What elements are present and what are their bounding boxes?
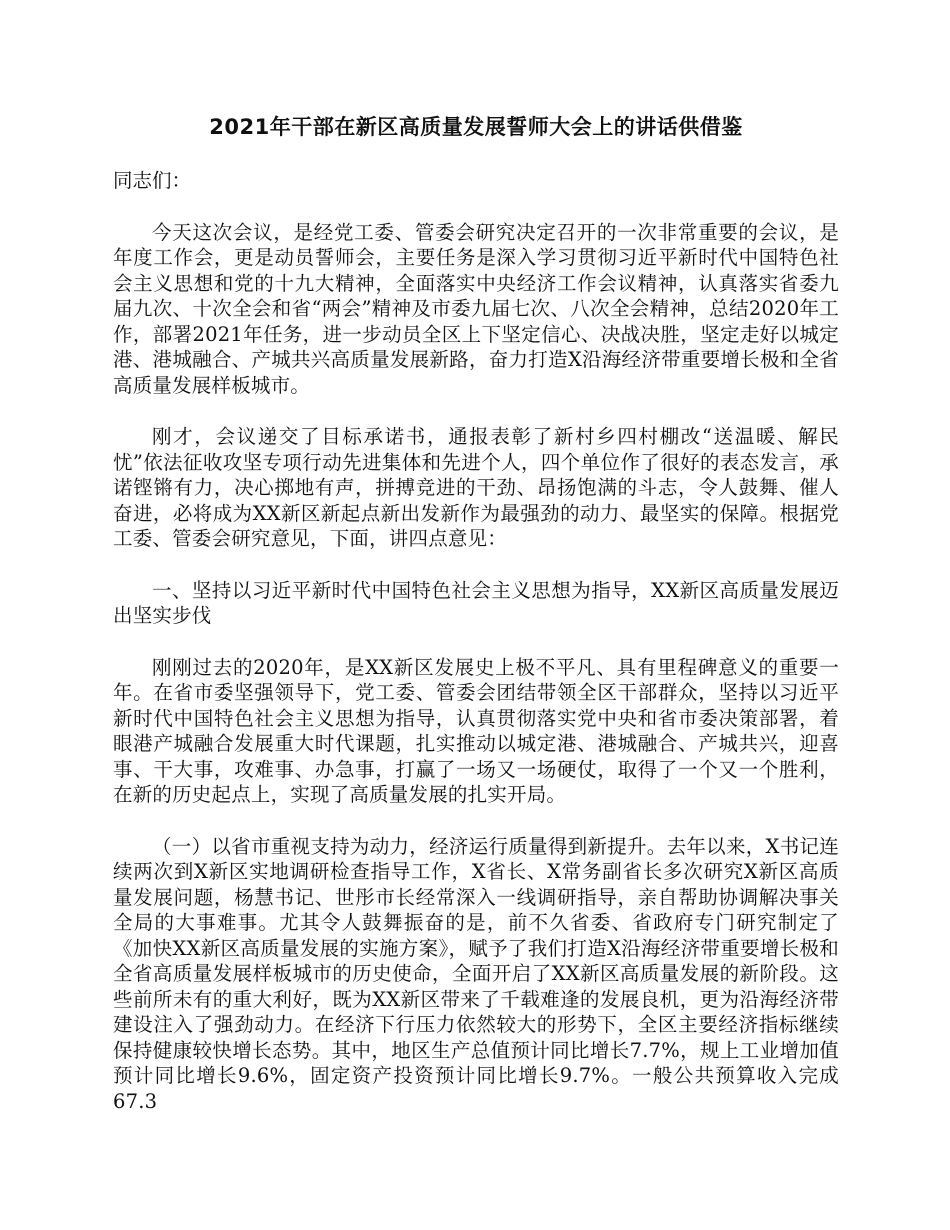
paragraph-review-2020: 刚刚过去的2020年，是XX新区发展史上极不平凡、具有里程碑意义的重要一年。在省市委坚强领导下，党工委、管委会团结带领全区干部群众，坚持以习近平新时代中国特色社会主义思想为指导，认真贯彻落实党中央和省市委决策部署，着眼港产城融合发展重大时代课题，扎实推动以城定港、港城融合、产城共兴，迎喜事、干大事，攻难事、办急事，打赢了一场又一场硬仗，取得了一个又一个胜利，在新的历史起点上，实现了高质量发展的扎实开局。	[113, 655, 839, 806]
section-heading-one: 一、坚持以习近平新时代中国特色社会主义思想为指导，XX新区高质量发展迈出坚实步伐	[113, 578, 839, 627]
document-body	[113, 112, 839, 1114]
document-title: 2021年干部在新区高质量发展誓师大会上的讲话供借鉴	[209, 115, 743, 139]
paragraph-commendation: 刚才，会议递交了目标承诺书，通报表彰了新村乡四村棚改“送温暖、解民忧”依法征收攻坚专项行动先进集体和先进个人，四个单位作了很好的表态发言，承诺铿锵有力，决心掷地有声，拼搏竞进的干劲、昂扬饱满的斗志，令人鼓舞、催人奋进，必将成为XX新区新起点新出发新作为最强劲的动力、最坚实的保障。根据党工委、管委会研究意见，下面，讲四点意见：	[113, 425, 839, 550]
paragraph-opening: 今天这次会议，是经党工委、管委会研究决定召开的一次非常重要的会议，是年度工作会，更是动员誓师会，主要任务是深入学习贯彻习近平新时代中国特色社会主义思想和党的十九大精神，全面落实中央经济工作会议精神，认真落实省委九届九次、十次全会和省“两会”精神及市委九届七次、八次全会精神，总结2020年工作，部署2021年任务，进一步动员全区上下坚定信心、决战决胜，坚定走好以城定港、港城融合、产城共兴高质量发展新路，奋力打造X沿海经济带重要增长极和全省高质量发展样板城市。	[113, 220, 839, 397]
paragraph-subsection-one: （一）以省市重视支持为动力，经济运行质量得到新提升。去年以来，X书记连续两次到X新区实地调研检查指导工作，X省长、X常务副省长多次研究X新区高质量发展问题，杨慧书记、世彤市长经常深入一线调研指导，亲自帮助协调解决事关全局的大事难事。尤其令人鼓舞振奋的是，前不久省委、省政府专门研究制定了《加快XX新区高质量发展的实施方案》，赋予了我们打造X沿海经济带重要增长极和全省高质量发展样板城市的历史使命，全面开启了XX新区高质量发展的新阶段。这些前所未有的重大利好，既为XX新区带来了千载难逢的发展良机，更为沿海经济带建设注入了强劲动力。在经济下行压力依然较大的形势下，全区主要经济指标继续保持健康较快增长态势。其中，地区生产总值预计同比增长7.7%，规上工业增加值预计同比增长9.6%，固定资产投资预计同比增长9.7%。一般公共预算收入完成67.3	[113, 834, 839, 1113]
salutation: 同志们：	[113, 169, 192, 192]
